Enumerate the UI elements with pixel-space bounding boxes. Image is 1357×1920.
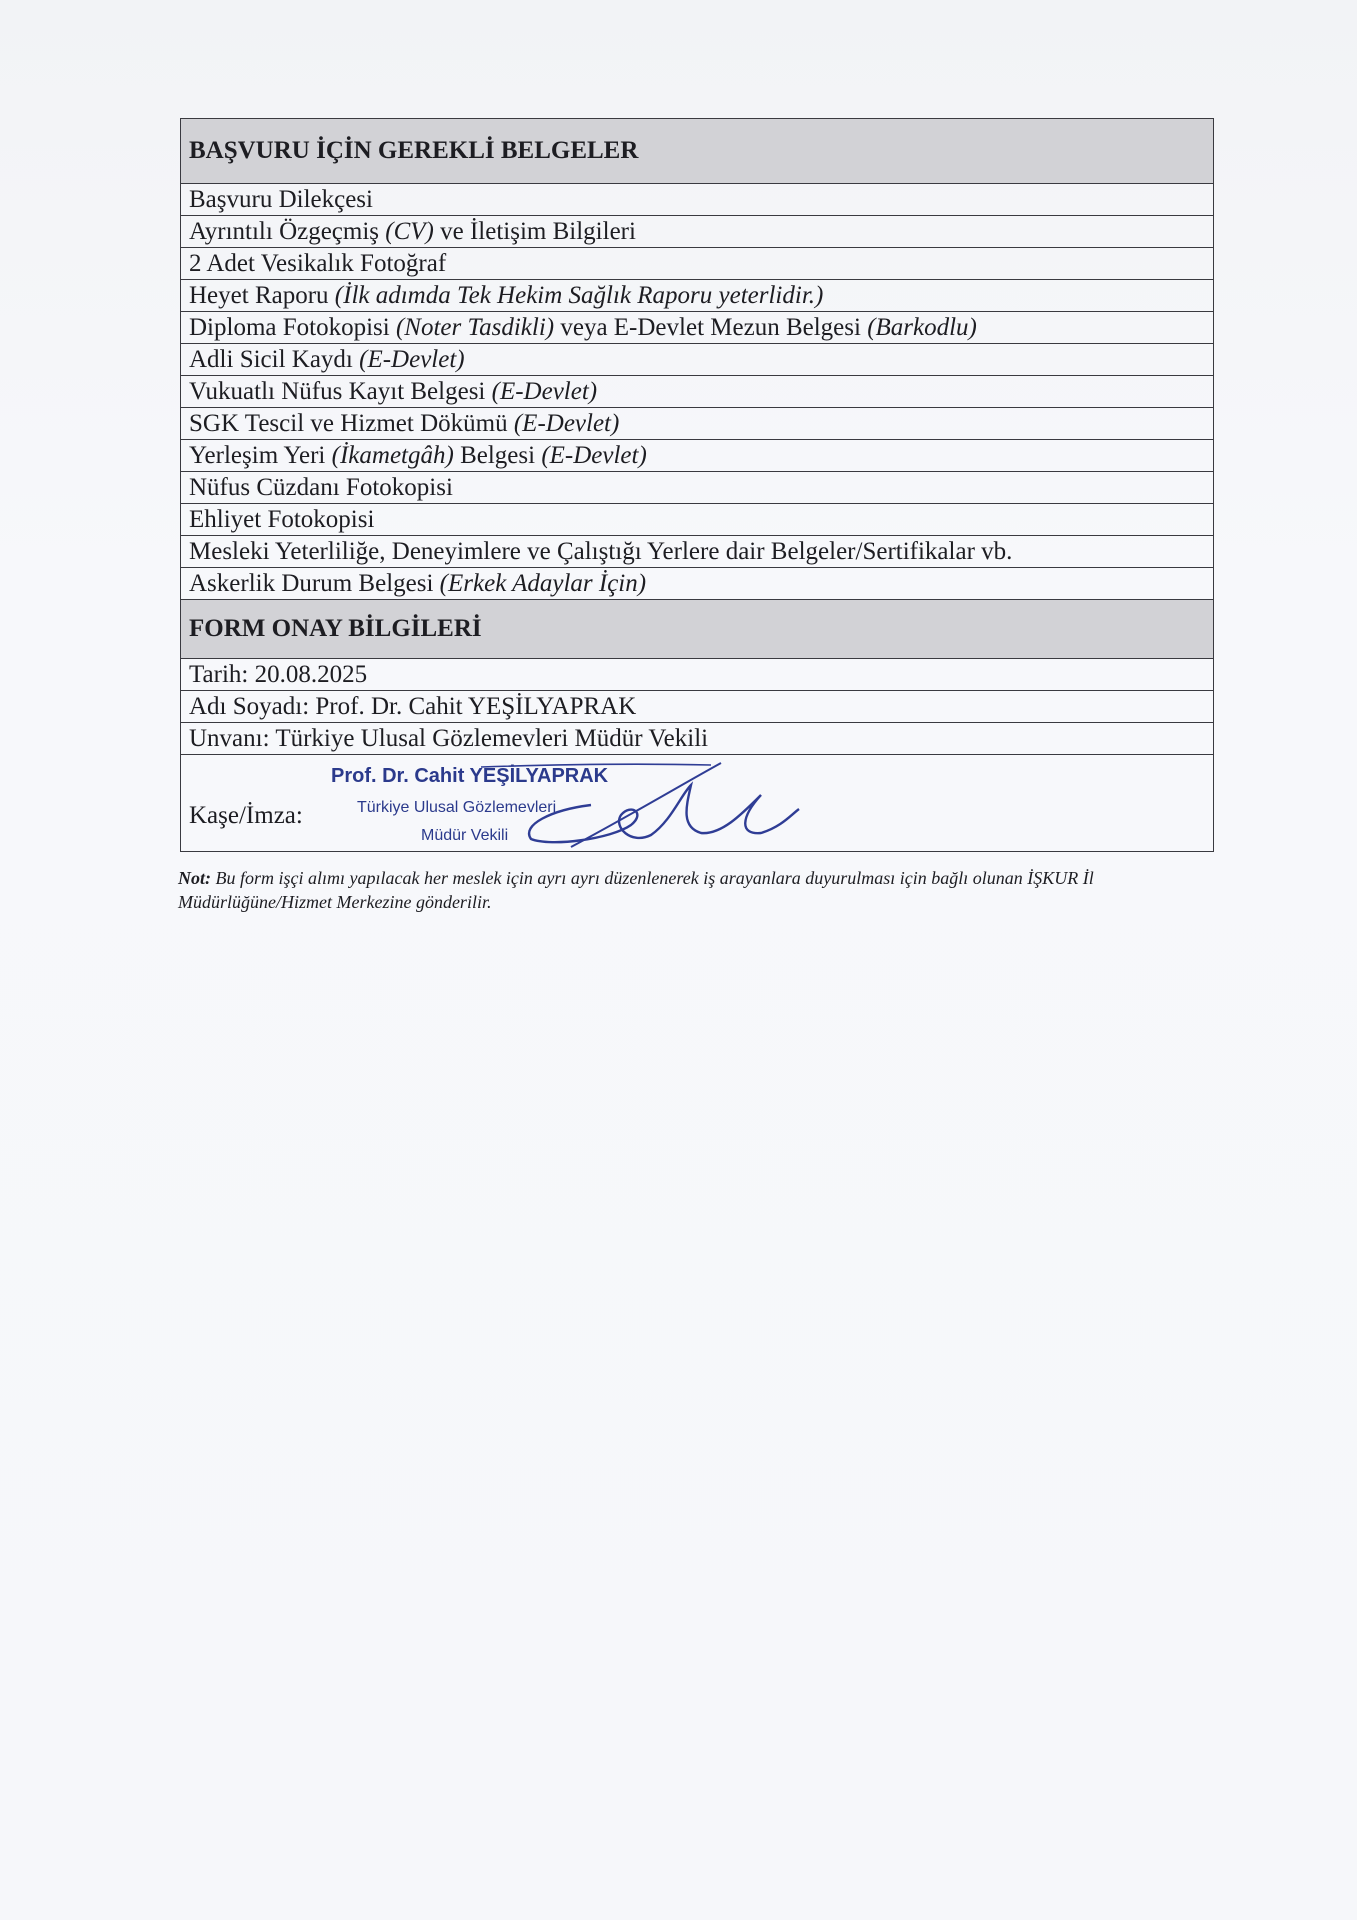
doc-row-12: Mesleki Yeterliliğe, Deneyimlere ve Çalıştığı Yerlere dair Belgeler/Sertifikalar vb. [181, 536, 1214, 568]
doc-row-6: Adli Sicil Kaydı (E-Devlet) [181, 344, 1214, 376]
approval-name: Adı Soyadı: Prof. Dr. Cahit YEŞİLYAPRAK [181, 691, 1214, 723]
stamp-line-institution: Türkiye Ulusal Gözlemevleri [357, 799, 557, 816]
footnote-text: Bu form işçi alımı yapılacak her meslek için ayrı ayrı düzenlenerek iş arayanlara duyurulması için bağlı olunan İŞKUR İl Müdürlüğüne/Hizmet Merkezine gönderilir. [178, 868, 1094, 912]
doc-row-2: Ayrıntılı Özgeçmiş (CV) ve İletişim Bilgileri [181, 216, 1214, 248]
application-form-table [180, 118, 1214, 852]
stamp-signature-cell [181, 755, 1214, 852]
doc-row-11: Ehliyet Fotokopisi [181, 504, 1214, 536]
stamp-line-role: Müdür Vekili [421, 827, 509, 844]
doc-row-7: Vukuatlı Nüfus Kayıt Belgesi (E-Devlet) [181, 376, 1214, 408]
doc-row-10: Nüfus Cüzdanı Fotokopisi [181, 472, 1214, 504]
doc-row-13: Askerlik Durum Belgesi (Erkek Adaylar İçin) [181, 568, 1214, 600]
footnote-label: Not: [178, 868, 211, 888]
doc-row-5: Diploma Fotokopisi (Noter Tasdikli) veya E-Devlet Mezun Belgesi (Barkodlu) [181, 312, 1214, 344]
doc-row-1: Başvuru Dilekçesi [181, 184, 1214, 216]
doc-row-4: Heyet Raporu (İlk adımda Tek Hekim Sağlık Raporu yeterlidir.) [181, 280, 1214, 312]
doc-row-9: Yerleşim Yeri (İkametgâh) Belgesi (E-Devlet) [181, 440, 1214, 472]
section-title-required-documents: BAŞVURU İÇİN GEREKLİ BELGELER [181, 119, 1214, 184]
doc-row-3: 2 Adet Vesikalık Fotoğraf [181, 248, 1214, 280]
approval-date: Tarih: 20.08.2025 [181, 659, 1214, 691]
footnote [178, 866, 1218, 914]
approval-title: Unvanı: Türkiye Ulusal Gözlemevleri Müdür Vekili [181, 723, 1214, 755]
stamp-line-name: Prof. Dr. Cahit YEŞİLYAPRAK [331, 765, 609, 787]
section-title-form-approval: FORM ONAY BİLGİLERİ [181, 600, 1214, 659]
doc-row-8: SGK Tescil ve Hizmet Dökümü (E-Devlet) [181, 408, 1214, 440]
handwritten-signature [381, 755, 801, 851]
stamp-signature-label: Kaşe/İmza: [189, 802, 303, 829]
